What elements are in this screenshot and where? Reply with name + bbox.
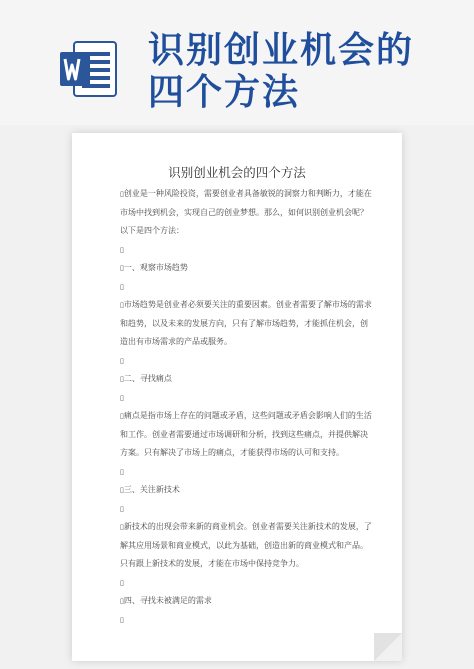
paragraph-intro: ▯创业是一种风险投资，需要创业者具备敏锐的洞察力和判断力，才能在市场中找到机会，实现自己的创业梦想。那么，如何识别创业机会呢？以下是四个方法： [120, 189, 372, 235]
empty-line: ▯ [120, 615, 124, 624]
empty-line: ▯ [120, 393, 124, 402]
paragraph-section-2: ▯痛点是指市场上存在的问题或矛盾，这些问题或矛盾会影响人们的生活和工作。创业者需要通过市场调研和分析，找到这些痛点，并提供解决方案。只有解决了市场上的痛点，才能获得市场的认可和支持。 [120, 411, 372, 457]
document-page [72, 133, 402, 661]
paragraph-section-1: ▯市场趋势是创业者必须要关注的重要因素。创业者需要了解市场的需求和趋势，以及未来的发展方向，只有了解市场趋势，才能抓住机会，创造出有市场需求的产品或服务。 [120, 300, 372, 346]
section-heading-1: ▯一、观察市场趋势 [120, 263, 188, 272]
paragraph-section-3: ▯新技术的出现会带来新的商业机会。创业者需要关注新技术的发展，了解其应用场景和商业模式，以此为基础，创造出新的商业模式和产品。只有跟上新技术的发展，才能在市场中保持竞争力。 [120, 522, 372, 568]
section-heading-2: ▯二、寻找痛点 [120, 374, 172, 383]
bullet-glyph: ▯ [120, 190, 124, 198]
empty-line: ▯ [120, 504, 124, 513]
banner-title: 识别创业机会的四个方法 [148, 30, 415, 113]
banner-header [0, 0, 474, 125]
empty-line: ▯ [120, 245, 124, 254]
empty-line: ▯ [120, 282, 124, 291]
document-title: 识别创业机会的四个方法 [168, 165, 306, 180]
empty-line: ▯ [120, 578, 124, 587]
document-body [120, 185, 373, 629]
section-heading-4: ▯四、寻找未被满足的需求 [120, 596, 212, 605]
empty-line: ▯ [120, 356, 124, 365]
word-document-icon [58, 38, 120, 100]
section-heading-3: ▯三、关注新技术 [120, 485, 180, 494]
empty-line: ▯ [120, 467, 124, 476]
page-corner-fold [374, 633, 402, 661]
